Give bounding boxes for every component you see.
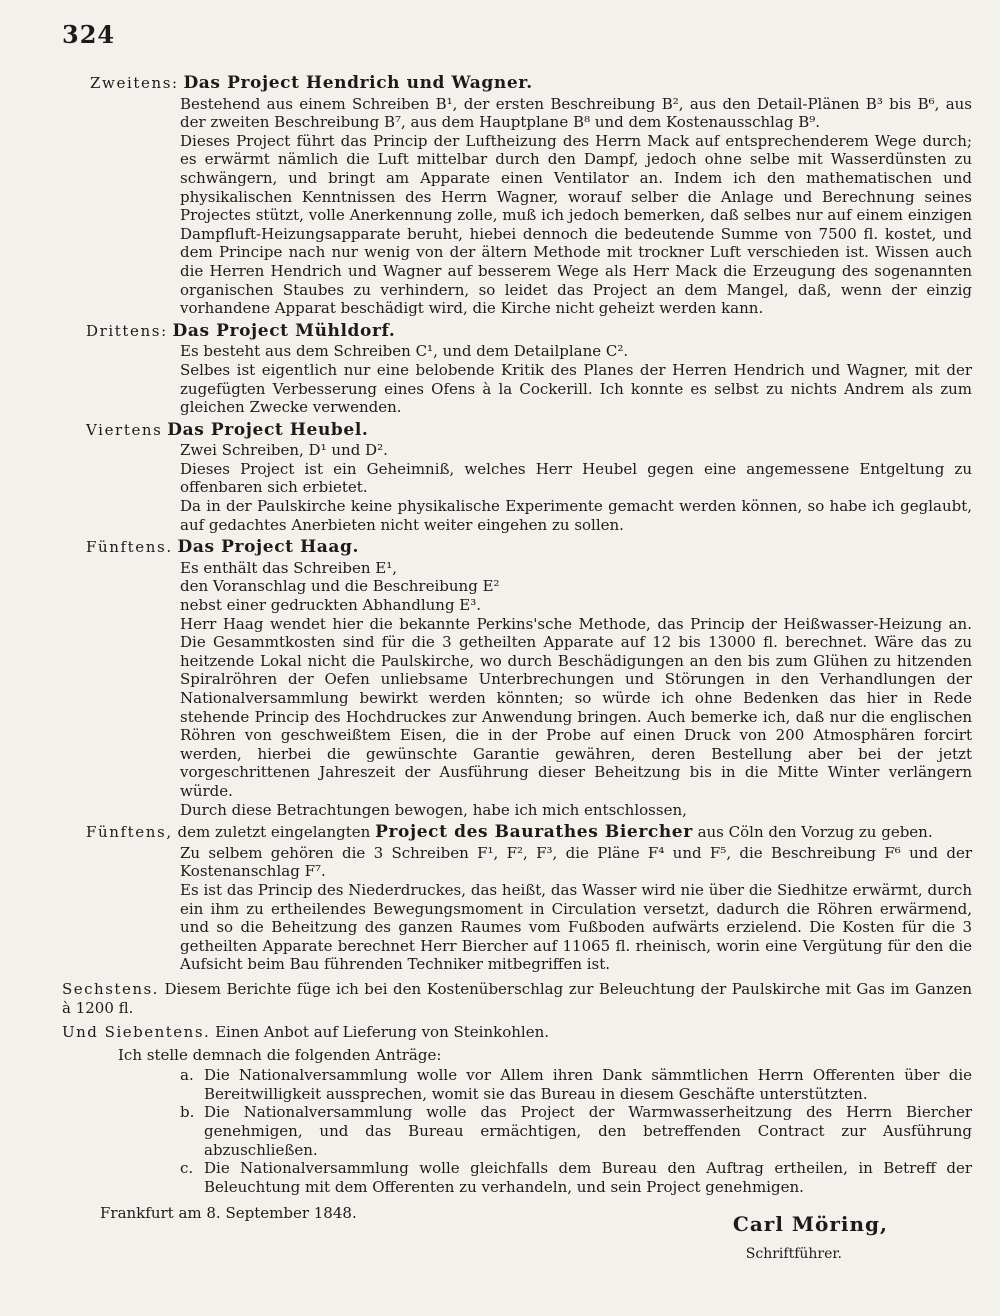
project-title: Das Project Heubel. (167, 419, 369, 440)
section-lead: Und Siebentens. (62, 1023, 211, 1042)
section-heading (86, 421, 972, 440)
list-item-text: Die Nationalversammlung wolle vor Allem ihren Dank sämmtlichen Herrn Offerenten über die Bereitwilligkeit aussprechen, womit sie das Bureau in diesem Geschäfte unterstützten. (204, 1066, 972, 1103)
paragraph: Zu selbem gehören die 3 Schreiben F¹, F², F³, die Pläne F⁴ und F⁵, die Beschreibung F⁶ und der Kostenanschlag F⁷. (180, 843, 972, 881)
paragraph: Da in der Paulskirche keine physikalische Experimente gemacht werden können, so habe ich geglaubt, auf gedachtes Anerbieten nicht weiter eingehen zu sollen. (180, 497, 972, 534)
paragraph: Zwei Schreiben, D¹ und D². (180, 441, 388, 460)
paragraph: Selbes ist eigentlich nur eine belobende Kritik des Planes der Herren Hendrich und Wagner, mit der zugefügten Verbesserung eines Ofens à la Cockerill. Ich konnte es selbst zu nichts Andrem als zum gleichen Zwecke verwenden. (180, 360, 972, 417)
paragraph: Dieses Project ist ein Geheimniß, welches Herr Heubel gegen eine angemessene Entgeltung zu offenbaren sich erbietet. (180, 459, 972, 497)
section-heading (86, 538, 972, 557)
paragraph: Dieses Project führt das Princip der Luftheizung des Herrn Mack auf entsprechenderem Wege durch; es erwärmt nämlich die Luft mittelbar durch den Dampf, jedoch ohne selbe mit Wasserdünsten zu schwängern, und bringt am Apparate einen Ventilator an. Indem ich den mathematischen und physikalischen Kenntnissen des Herrn Wagner, worauf selber die Anlage und Berechnung seines Projectes stützt, volle Anerkennung zolle, muß ich jedoch bemerken, daß selbes nur auf einem einzigen Dampfluft-Heizungsapparate beruht, hiebei dennoch die bedeutende Summe von 7500 fl. kostet, und dem Principe nach nur wenig von der ältern Methode mit trockner Luft verschieden ist. Wissen auch die Herren Hendrich und Wagner auf besserem Wege als Herr Mack die Erzeugung des sogenannten organischen Staubes zu verhindern, so leidet das Project an dem Mangel, daß, wenn der einzig vorhandene Apparat beschädigt wird, die Kirche nicht geheizt werden kann. (180, 131, 972, 318)
list-item-letter: c. (180, 1159, 194, 1178)
paragraph: Durch diese Betrachtungen bewogen, habe ich mich entschlossen, (180, 800, 687, 819)
section-siebentens (62, 1023, 972, 1042)
list-item (180, 1066, 972, 1103)
heading-text-after: aus Cöln den Vorzug zu geben. (697, 823, 933, 842)
section-viertens (62, 421, 972, 535)
section-sechstens (62, 980, 972, 1017)
section-lead: Drittens: (86, 321, 168, 340)
list-item-letter: a. (180, 1066, 194, 1085)
motions-list (62, 1066, 972, 1196)
section-heading (90, 74, 972, 93)
document-line: den Voranschlag und die Beschreibung E² (180, 577, 500, 596)
section-heading (86, 322, 972, 341)
document-line: nebst einer gedruckten Abhandlung E³. (180, 596, 482, 615)
list-item (180, 1159, 972, 1196)
paragraph: Es besteht aus dem Schreiben C¹, und dem Detailplane C². (180, 342, 629, 361)
signature: Carl Möring, (732, 1212, 888, 1236)
section-lead: Viertens (86, 420, 163, 439)
section-lead: Fünftens, (86, 823, 173, 842)
project-title: Project des Baurathes Biercher (375, 822, 693, 843)
document-line: Es enthält das Schreiben E¹, (180, 558, 398, 577)
section-lead: Fünftens. (86, 538, 173, 557)
paragraph: Diesem Berichte füge ich bei den Kostenüberschlag zur Beleuchtung der Paulskirche mit Gas im Ganzen à 1200 fl. (62, 979, 972, 1017)
signature-role: Schriftführer. (745, 1246, 842, 1262)
section-drittens (62, 322, 972, 417)
paragraph: Einen Anbot auf Lieferung von Steinkohlen. (215, 1023, 550, 1042)
section-heading (86, 823, 972, 842)
section-lead: Zweitens: (90, 74, 179, 92)
section-lead: Sechstens. (62, 979, 159, 998)
date-line: Frankfurt am 8. September 1848. (100, 1204, 357, 1223)
list-item-text: Die Nationalversammlung wolle das Project der Warmwasserheitzung des Herrn Biercher genehmigen, und das Bureau ermächtigen, den betreffenden Contract zur Ausführung abzuschließen. (204, 1103, 972, 1159)
project-title: Das Project Haag. (177, 537, 360, 558)
paragraph: Bestehend aus einem Schreiben B¹, der ersten Beschreibung B², aus den Detail-Plänen B³ bis B⁶, aus der zweiten Beschreibung B⁷, aus dem Hauptplane B⁸ und dem Kostenausschlag B⁹. (180, 94, 972, 132)
list-item-text: Die Nationalversammlung wolle gleichfalls dem Bureau den Auftrag ertheilen, in Betreff der Beleuchtung mit dem Offerenten zu verhandeln, und sein Project genehmigen. (204, 1159, 972, 1196)
motions-intro: Ich stelle demnach die folgenden Anträge: (118, 1045, 442, 1064)
list-item-letter: b. (180, 1103, 195, 1122)
section-zweitens (62, 74, 972, 318)
project-title: Das Project Hendrich und Wagner. (183, 73, 533, 93)
heading-text-before: dem zuletzt eingelangten (177, 823, 371, 842)
section-fuenftens-biercher (62, 823, 972, 974)
section-fuenftens (62, 538, 972, 819)
paragraph: Herr Haag wendet hier die bekannte Perkins'sche Methode, das Princip der Heißwasser-Heizung an. Die Gesammtkosten sind für die 3 getheilten Apparate auf 12 bis 13000 fl. berechnet. Wäre das zu heitzende Lokal nicht die Paulskirche, wo durch Beschädigungen an den bis zum Glühen zu hitzenden Spiralröhren der Oefen unliebsame Unterbrechungen und Störungen in den Verhandlungen der Nationalversammlung bewirkt werden könnten; so würde ich ohne Bedenken das hier in Rede stehende Princip des Hochdruckes zur Anwendung bringen. Auch bemerke ich, daß nur die englischen Röhren von geschweißtem Eisen, die in der Probe auf einen Druck von 200 Atmosphären forcirt werden, hierbei die gewünschte Garantie gewähren, deren Bestellung aber bei der jetzt vorgeschrittenen Jahreszeit der Ausführung dieser Beheitzung bis in die Mitte Winter verlängern würde. (180, 614, 972, 800)
paragraph: Es ist das Princip des Niederdruckes, das heißt, das Wasser wird nie über die Siedhitze erwärmt, durch ein ihm zu ertheilendes Bewegungsmoment in Circulation versetzt, dadurch die Röhren erwärmend, und so die Beheitzung des ganzen Raumes vom Fußboden aufwärts erzielend. Die Kosten für die 3 getheilten Apparate berechnet Herr Biercher auf 11065 fl. rheinisch, worin eine Vergütung für den die Aufsicht beim Bau führenden Techniker mitbegriffen ist. (180, 880, 972, 974)
project-title: Das Project Mühldorf. (172, 320, 396, 341)
page-number: 324 (62, 20, 116, 49)
list-item (180, 1103, 972, 1159)
